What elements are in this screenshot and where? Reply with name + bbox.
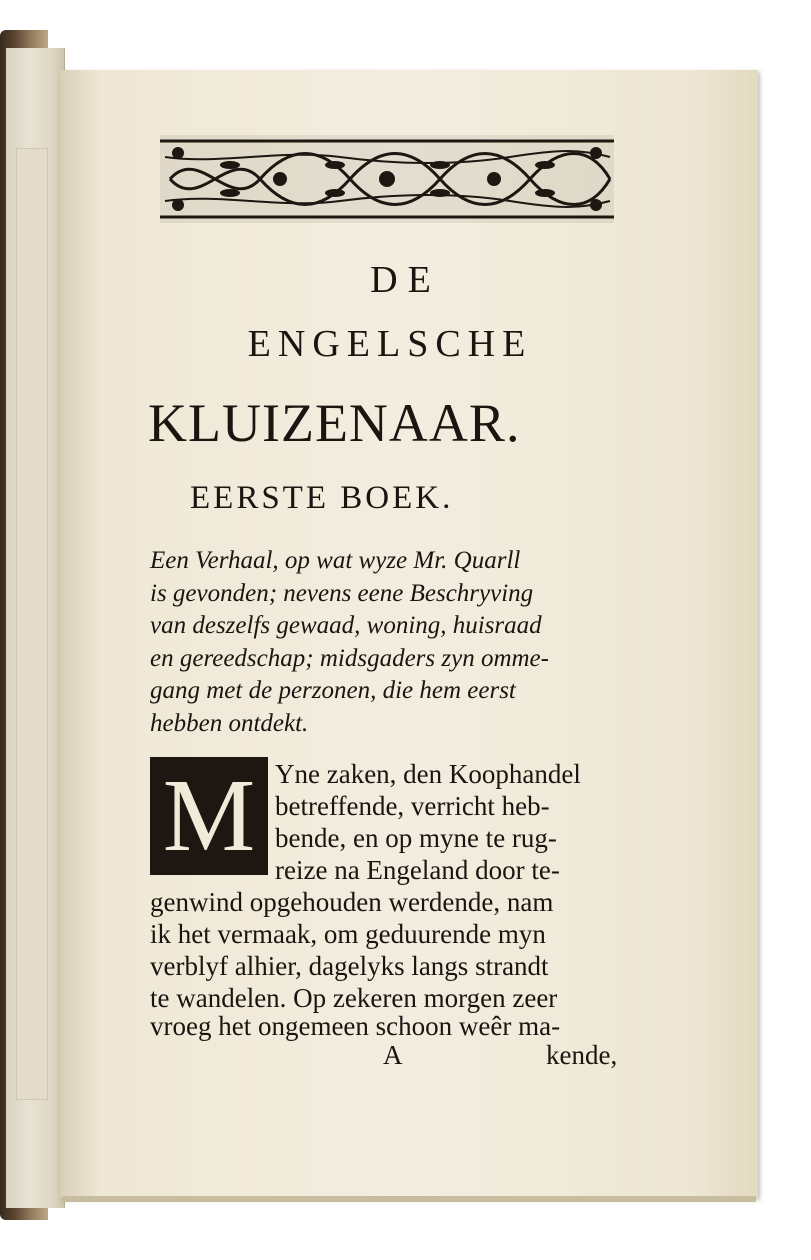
title-line-de: DE: [370, 259, 441, 301]
title-line-engelsche: ENGELSCHE: [247, 323, 533, 365]
body-line: te wandelen. Op zekeren morgen zeer: [150, 983, 558, 1013]
summary-line: gang met de perzonen, die hem eerst: [150, 677, 516, 704]
initial-letter: M: [162, 758, 256, 873]
catchword: kende,: [546, 1040, 618, 1070]
body-line: betreffende, verricht heb-: [275, 791, 550, 821]
title-line-kluizenaar: KLUIZENAAR.: [148, 393, 521, 453]
body-line: bende, en op myne te rug-: [275, 823, 557, 853]
summary-line: hebben ontdekt.: [150, 709, 309, 737]
body-line: genwind opgehouden werdende, nam: [150, 887, 554, 917]
body-line: reize na Engeland door te-: [275, 855, 560, 885]
body-line: verblyf alhier, dagelyks langs strandt: [150, 951, 549, 981]
body-line: ik het vermaak, om geduurende myn: [150, 919, 546, 949]
body-line: Yne zaken, den Koophandel: [275, 759, 581, 789]
summary-line: en gereedschap; midsgaders zyn omme-: [150, 644, 549, 672]
summary-line: Een Verhaal, op wat wyze Mr. Quarll: [150, 547, 521, 574]
book-heading: EERSTE BOEK.: [190, 480, 454, 516]
summary-line: is gevonden; nevens eene Beschryving: [150, 579, 534, 607]
body-line: vroeg het ongemeen schoon weêr ma-: [150, 1011, 561, 1041]
signature-mark: A: [383, 1040, 403, 1070]
summary-line: van deszelfs gewaad, woning, huisraad: [150, 612, 542, 639]
